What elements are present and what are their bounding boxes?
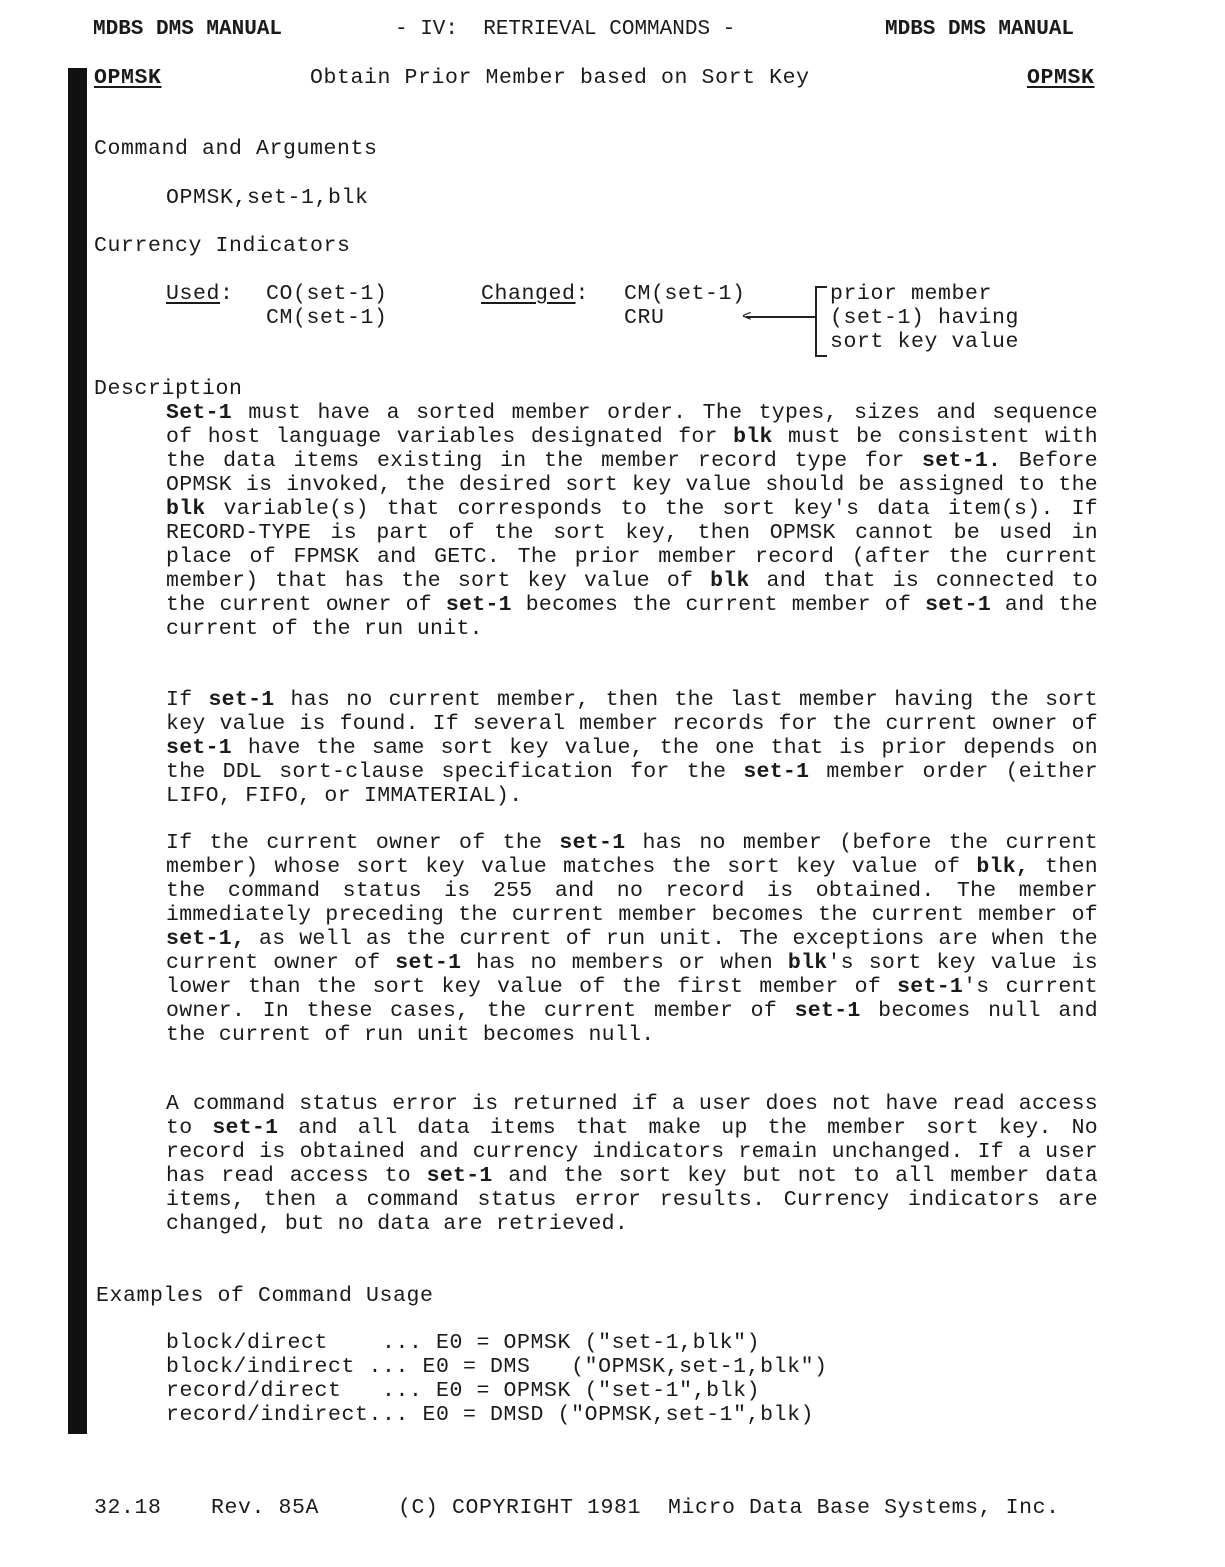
text-run: variable(s) that corresponds to the sort key's data item(s). If RECORD-TYPE is part of the sort key, then OPMSK cannot be used in place of FPMSK and GETC. The prior member record (after the current member) that has the sort key value of [166, 497, 1098, 593]
text-run: must have a sorted member order. The types, sizes and sequence of host language variables designated for [166, 401, 1098, 449]
bold-term: set-1 [794, 999, 861, 1023]
text-run: and that is connected to the current owner of [166, 569, 1098, 617]
example-line: block/direct ... E0 = OPMSK ("set-1,blk") [166, 1331, 761, 1355]
changed-label: Changed [481, 282, 576, 306]
bold-term: set-1 [743, 760, 810, 784]
description-paragraph [166, 1092, 1098, 1236]
currency-note-line: (set-1) having [830, 306, 1020, 330]
text-run: and the sort key but not to all member data items, then a command status error results. Currency indicators are changed, but no data are retrieved. [166, 1164, 1098, 1236]
text-run: If [166, 688, 209, 712]
bold-term: blk [733, 425, 773, 449]
bold-term: set-1 [445, 593, 512, 617]
section-heading-examples: Examples of Command Usage [96, 1284, 434, 1308]
used-label: Used [166, 282, 221, 306]
bold-term: set-1. [922, 449, 1002, 473]
bold-term: set-1, [166, 927, 246, 951]
currency-note-line: prior member [830, 282, 993, 306]
arrow-line [746, 316, 816, 318]
bold-term: blk, [976, 855, 1030, 879]
currency-note-line: sort key value [830, 330, 1020, 354]
command-syntax: OPMSK,set-1,blk [166, 186, 369, 210]
text-run: 's current owner. In these cases, the current member of [166, 975, 1098, 1023]
bold-term: set-1 [925, 593, 992, 617]
bold-term: set-1 [426, 1164, 493, 1188]
text-run: A command status error is returned if a user does not have read access to [166, 1092, 1098, 1140]
section-heading-currency: Currency Indicators [94, 234, 351, 258]
footer-copyright: (C) COPYRIGHT 1981 Micro Data Base Systems, Inc. [398, 1496, 1060, 1520]
bold-term: set-1 [395, 951, 462, 975]
used-value: CM(set-1) [266, 306, 388, 330]
header-center: - IV: RETRIEVAL COMMANDS - [395, 18, 736, 41]
example-line: record/direct ... E0 = OPMSK ("set-1",blk) [166, 1379, 761, 1403]
example-line: block/indirect ... E0 = DMS ("OPMSK,set-1,blk") [166, 1355, 828, 1379]
description-paragraph [166, 401, 1098, 641]
text-run: then the command status is 255 and no record is obtained. The member immediately preceding the current member becomes the current member of [166, 855, 1098, 927]
text-run: becomes the current member of [511, 593, 926, 617]
footer-page-number: 32.18 [94, 1496, 162, 1520]
revision-change-bar [68, 68, 87, 1434]
section-heading-description: Description [94, 377, 243, 401]
bold-term: set-1 [897, 975, 964, 999]
text-run: have the same sort key value, the one that is prior depends on the DDL sort-clause specification for the [166, 736, 1098, 784]
bold-term: set-1 [208, 688, 275, 712]
description-paragraph [166, 831, 1098, 1047]
text-run: has no current member, then the last member having the sort key value is found. If several member records for the current owner of [166, 688, 1098, 736]
header-right: MDBS DMS MANUAL [885, 18, 1075, 41]
changed-value: CM(set-1) [624, 282, 746, 306]
text-run: and the current of the run unit. [166, 593, 1098, 641]
command-title: Obtain Prior Member based on Sort Key [310, 66, 810, 90]
text-run: must be consistent with the data items existing in the member record type for [166, 425, 1098, 473]
section-heading-command: Command and Arguments [94, 137, 378, 161]
used-label-row: Used: [166, 282, 234, 306]
bracket-icon [815, 286, 827, 357]
bold-term: Set-1 [166, 401, 233, 425]
example-line: record/indirect... E0 = DMSD ("OPMSK,set-1",blk) [166, 1403, 815, 1427]
text-run: as well as the current of run unit. The exceptions are when the current owner of [166, 927, 1098, 975]
bold-term: set-1 [212, 1116, 279, 1140]
text-run: and all data items that make up the member sort key. No record is obtained and currency indicators remain unchanged. If a user has read access to [166, 1116, 1098, 1188]
bold-term: set-1 [559, 831, 626, 855]
description-paragraph [166, 688, 1098, 808]
bold-term: set-1 [166, 736, 233, 760]
bold-term: blk [166, 497, 206, 521]
arrow-left-icon: < [742, 308, 752, 326]
header-left: MDBS DMS MANUAL [93, 18, 283, 41]
command-name-left: OPMSK [94, 66, 162, 90]
text-run: becomes null and the current of run unit becomes null. [166, 999, 1098, 1047]
text-run: has no member (before the current member) whose sort key value matches the sort key value of [166, 831, 1098, 879]
text-run: 's sort key value is lower than the sort key value of the first member of [166, 951, 1098, 999]
command-name-right: OPMSK [1027, 66, 1095, 90]
text-run: member order (either LIFO, FIFO, or IMMATERIAL). [166, 760, 1098, 808]
changed-value: CRU [624, 306, 665, 330]
text-run: If the current owner of the [166, 831, 560, 855]
used-value: CO(set-1) [266, 282, 388, 306]
bold-term: blk [787, 951, 828, 975]
text-run: has no members or when [461, 951, 788, 975]
text-run: Before OPMSK is invoked, the desired sort key value should be assigned to the [166, 449, 1098, 497]
footer-revision: Rev. 85A [211, 1496, 320, 1520]
bold-term: blk [710, 569, 750, 593]
changed-label-row: Changed: [481, 282, 590, 306]
